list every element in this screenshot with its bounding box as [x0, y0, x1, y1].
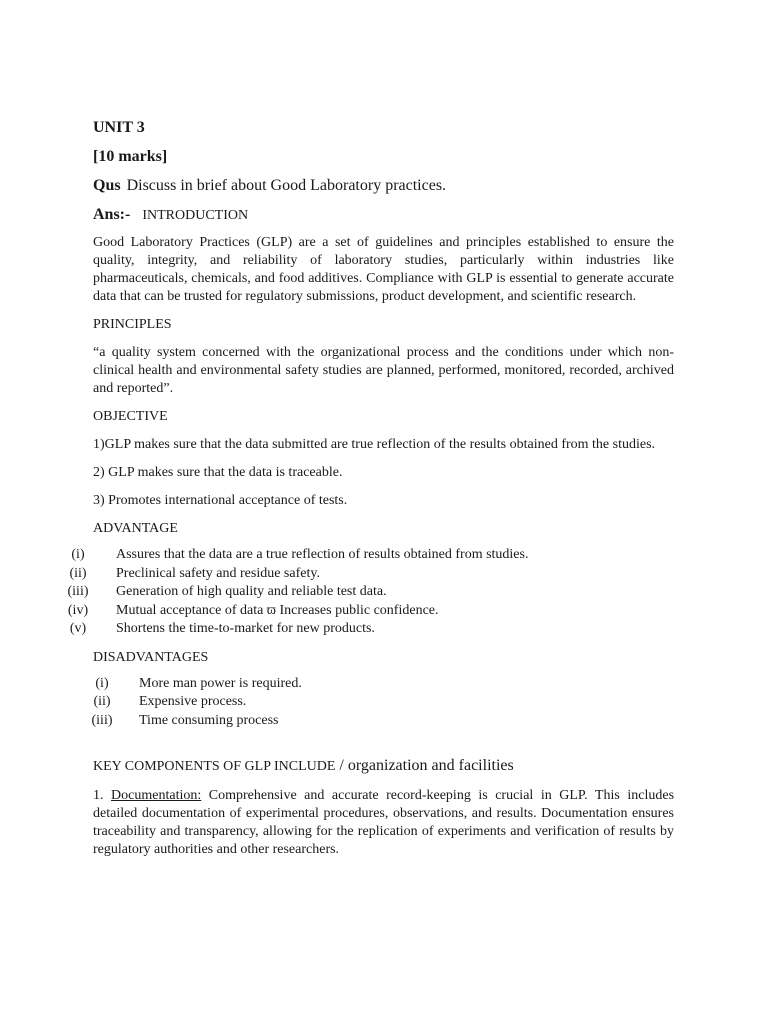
list-item-text: Generation of high quality and reliable test data. [116, 584, 387, 599]
list-item-number: (i) [71, 547, 85, 562]
principles-paragraph: “a quality system concerned with the organizational process and the conditions under which non-clinical health and environmental safety studies are planned, performed, monitored, recorded, archived and reported”. [93, 345, 674, 396]
list-item-number: (ii) [69, 565, 87, 581]
disadvantages-heading: DISADVANTAGES [93, 649, 209, 665]
key-components-heading [93, 756, 674, 777]
advantage-heading: ADVANTAGE [93, 521, 178, 536]
list-item-text: Time consuming process [139, 712, 279, 728]
marks-label: [10 marks] [93, 148, 168, 165]
objective-item: 3) Promotes international acceptance of tests. [93, 493, 348, 508]
objective-item: 2) GLP makes sure that the data is traceable. [93, 465, 343, 480]
list-item [93, 675, 674, 694]
question-label: Qus [93, 177, 121, 194]
question-text: Discuss in brief about Good Laboratory practices. [126, 177, 447, 194]
key-components-heading-tail: / organization and facilities [335, 757, 514, 774]
documentation-text: Comprehensive and accurate record-keeping is crucial in GLP. This includes detailed documentation of experimental procedures, observations, and results. Documentation ensures traceability and transparency, allowing for the replication of experiments and verification of results by regulatory authorities and other researchers. [93, 788, 675, 857]
list-item [69, 565, 674, 584]
unit-title: UNIT 3 [93, 119, 145, 136]
list-item-number: (iii) [67, 584, 89, 599]
principles-heading: PRINCIPLES [93, 317, 172, 332]
list-item-number: (ii) [93, 694, 111, 709]
list-item [93, 693, 674, 712]
advantage-list [67, 546, 674, 639]
key-components-heading-caps: KEY COMPONENTS OF GLP INCLUDE [93, 759, 336, 774]
list-item-number: (v) [69, 621, 87, 636]
document-page [67, 118, 675, 869]
answer-line [93, 205, 674, 226]
question-line [93, 176, 674, 196]
list-item-text: Assures that the data are a true reflection of results obtained from studies. [116, 547, 529, 562]
objective-heading: OBJECTIVE [93, 409, 168, 424]
documentation-paragraph [93, 787, 674, 859]
list-item [67, 602, 674, 621]
list-item [67, 583, 674, 602]
documentation-number: 1. [93, 788, 112, 803]
list-item-number: (i) [95, 675, 109, 691]
introduction-heading: INTRODUCTION [142, 208, 249, 223]
disadvantages-list [93, 675, 674, 731]
list-item-text: More man power is required. [139, 675, 302, 691]
documentation-label: Documentation: [111, 788, 202, 803]
list-item [69, 620, 674, 639]
list-item-number: (iii) [91, 712, 113, 728]
list-item [71, 546, 674, 565]
introduction-paragraph: Good Laboratory Practices (GLP) are a set of guidelines and principles established to ensure the quality, integrity, and reliability of laboratory studies, particularly within industries like pharmaceuticals, chemicals, and food additives. Compliance with GLP is essential to generate accurate data that can be trusted for regulatory submissions, product development, and scientific research. [93, 235, 674, 304]
list-item [93, 712, 674, 731]
list-item-text: Preclinical safety and residue safety. [116, 565, 320, 581]
list-item-text: Mutual acceptance of data ϖ Increases public confidence. [116, 602, 439, 618]
list-item-text: Shortens the time-to-market for new products. [116, 621, 375, 636]
answer-label: Ans:- [93, 206, 131, 223]
objective-item: 1)GLP makes sure that the data submitted are true reflection of the results obtained from the studies. [93, 437, 656, 452]
list-item-text: Expensive process. [139, 694, 247, 709]
list-item-number: (iv) [67, 602, 89, 618]
